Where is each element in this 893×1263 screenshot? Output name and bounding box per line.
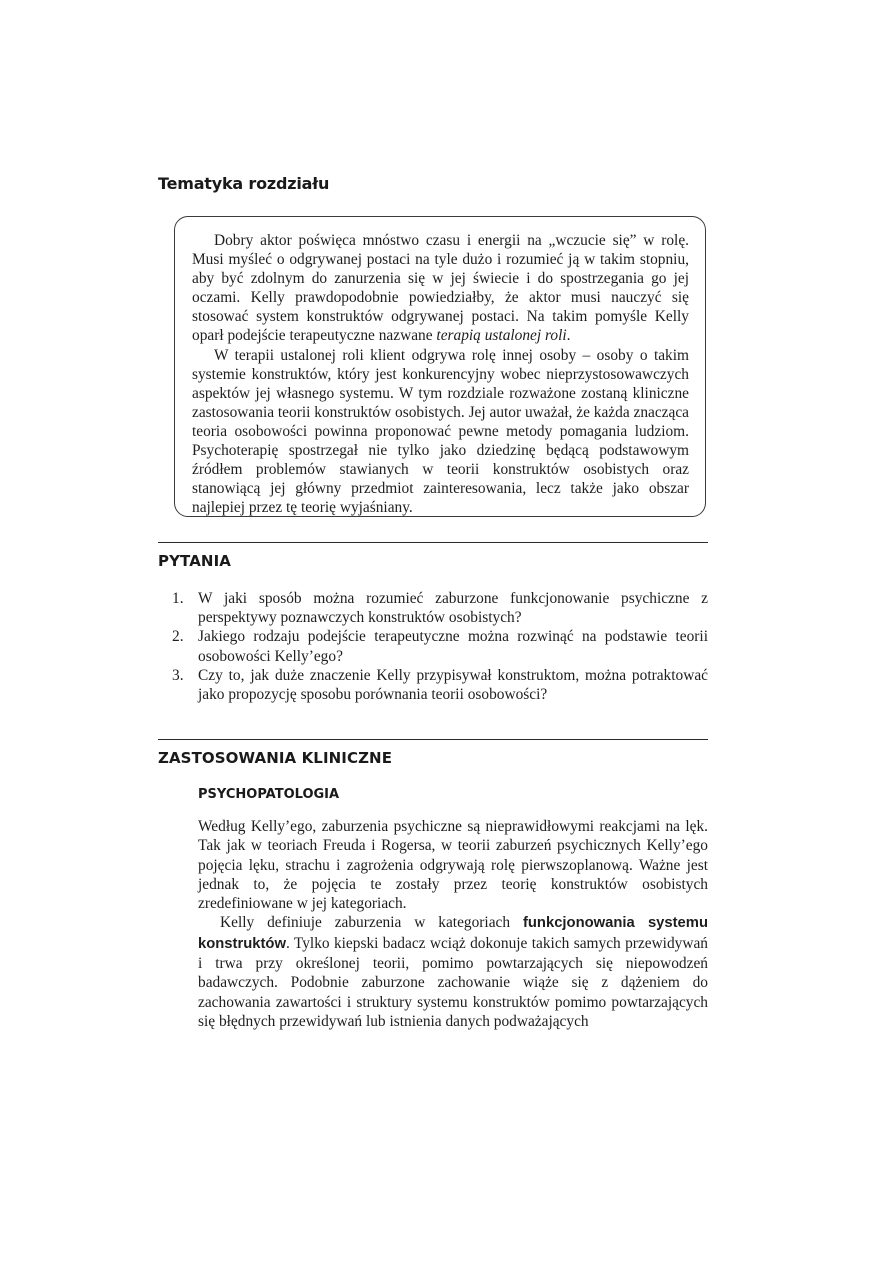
chapter-topic-heading: Tematyka rozdziału (158, 174, 330, 193)
body-paragraph: Według Kelly’ego, zaburzenia psychiczne są nieprawidłowymi reakcjami na lęk. Tak jak w teoriach Freuda i Rogersa, w teorii zaburzeń psychicznych Kelly’ego pojęcia lęku, strachu i zagrożenia odgrywają rolę pierwszoplanową. Ważne jest jednak to, że pojęcia te zostały przez teorię konstruktów osobistych zredefiniowane w jej kategoriach. (198, 818, 708, 913)
question-number: 3. (172, 666, 184, 684)
intro-paragraph: Dobry aktor poświęca mnóstwo czasu i energii na „wczucie się” w rolę. Musi myśleć o odgrywanej postaci na tyle dużo i rozumieć ją w takim stopniu, aby być zdolnym do zanurzenia się w jej świecie i do spostrzegania go jej oczami. Kelly prawdopodobnie powiedziałby, że aktor musi nauczyć się stosować system konstruktów odgrywanej postaci. Na takim pomyśle Kelly oparł podejście terapeutyczne nazwane terapią ustalonej roli. (192, 232, 689, 345)
section-divider (158, 739, 708, 740)
psychopathology-body (198, 817, 708, 1031)
question-text: Czy to, jak duże znaczenie Kelly przypisywał konstruktom, można potraktować jako propozycję sposobu porównania teorii osobowości? (198, 666, 708, 704)
question-number: 2. (172, 628, 184, 646)
question-text: Jakiego rodzaju podejście terapeutyczne można rozwinąć na podstawie teorii osobowości Kelly’ego? (198, 628, 708, 665)
question-number: 1. (172, 590, 184, 607)
key-term: funkcjonowania systemu konstruktów (198, 915, 708, 952)
questions-list (172, 589, 708, 704)
psychopathology-subheading: PSYCHOPATOLOGIA (198, 787, 340, 802)
intro-emphasis: terapią ustalonej roli (436, 327, 567, 345)
body-paragraph: Kelly definiuje zaburzenia w kategoriach funkcjonowania systemu konstruktów. Tylko kiepski badacz wciąż dokonuje takich samych przewidywań i trwa przy określonej teorii, pomimo powtarzających się niepowodzeń badawczych. Podobnie zaburzone zachowanie wiąże się z dążeniem do zachowania zawartości i struktury systemu konstruktów pomimo powtarzających się błędnych przewidywań lub istnienia danych podważających (198, 914, 708, 1030)
clinical-applications-heading: ZASTOSOWANIA KLINICZNE (158, 749, 393, 767)
question-text: W jaki sposób można rozumieć zaburzone funkcjonowanie psychiczne z perspektywy poznawczych konstruktów osobistych? (198, 590, 708, 627)
question-item (172, 589, 708, 627)
chapter-intro-box (174, 216, 706, 517)
intro-paragraph: W terapii ustalonej roli klient odgrywa rolę innej osoby – osoby o takim systemie konstruktów, który jest konkurencyjny wobec nieprzystosowawczych aspektów jej własnego systemu. W tym rozdziale rozważone zostaną kliniczne zastosowania teorii konstruktów osobistych. Jej autor uważał, że każda znacząca teoria osobowości powinna proponować pewne metody pomagania ludziom. Psychoterapię spostrzegał nie tylko jako dziedzinę będącą podstawowym źródłem problemów stawianych w teorii konstruktów osobistych oraz stanowiącą jej główny przedmiot zainteresowania, lecz także jako obszar najlepiej przez tę teorię wyjaśniany. (192, 346, 690, 517)
question-item (172, 627, 708, 665)
questions-heading: PYTANIA (158, 552, 231, 570)
question-item (172, 666, 708, 704)
section-divider (158, 542, 708, 543)
